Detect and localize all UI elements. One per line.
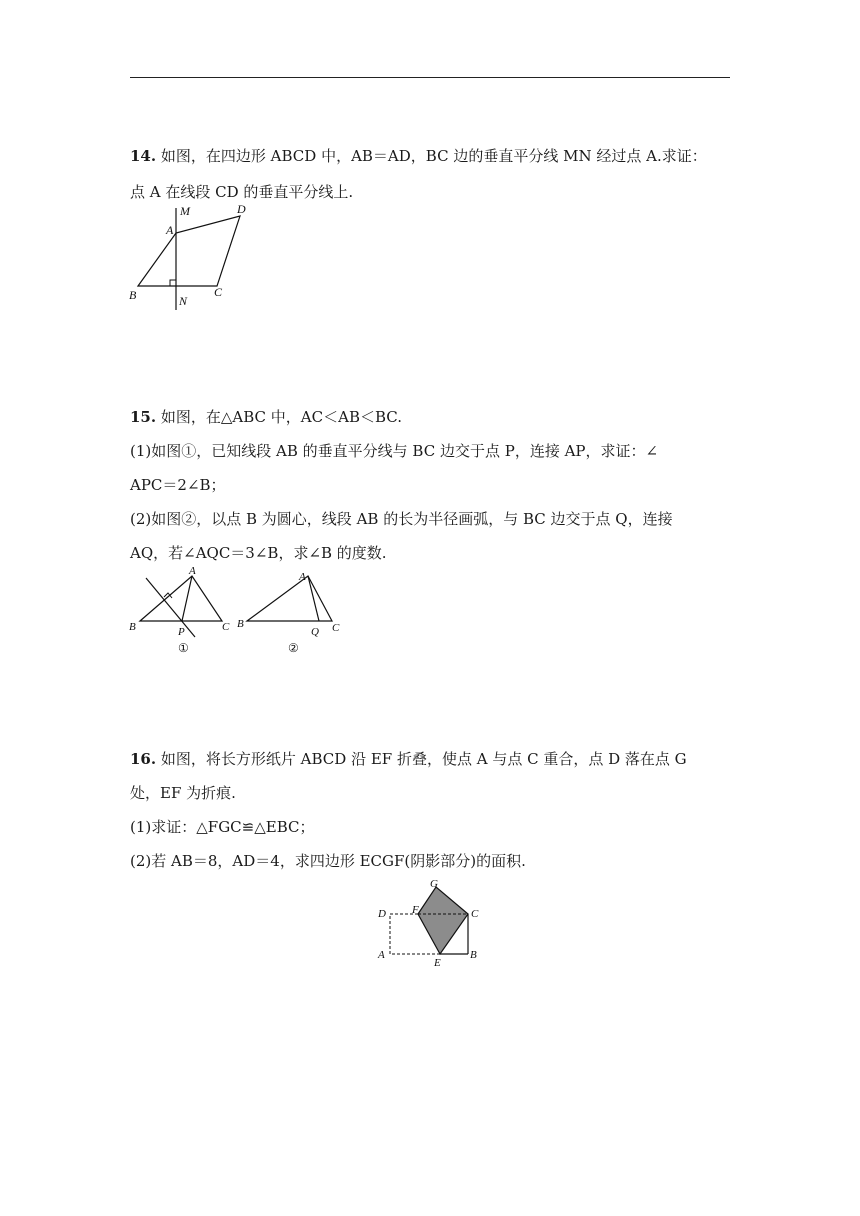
q16-label-e: E: [434, 957, 441, 969]
q15-number: 15.: [130, 408, 157, 426]
q15-line-3: APC＝2∠B；: [130, 476, 226, 494]
q16-figure: [372, 874, 492, 970]
q16-label-c: C: [471, 908, 479, 920]
header-rule: [130, 77, 730, 78]
q15-text-1: 如图，在△ABC 中，AC＜AB＜BC.: [160, 408, 402, 426]
q15-line-4: (2)如图②，以点 B 为圆心，线段 AB 的长为半径画弧，与 BC 边交于点 Q，连接: [130, 510, 673, 528]
q16-line-2: 处，EF 为折痕.: [130, 784, 236, 802]
q16-line-4: (2)若 AB＝8，AD＝4，求四边形 ECGF(阴影部分)的面积.: [130, 852, 526, 870]
q16-number: 16.: [130, 750, 157, 768]
q16-label-d: D: [378, 908, 386, 920]
q15-fig2-segment-aq: [308, 576, 319, 621]
q14-line-1: [130, 146, 730, 166]
q15-fig2-caption: ②: [288, 641, 299, 655]
q16-label-a: A: [378, 949, 385, 961]
q16-line-1: [130, 749, 730, 769]
q16-text-1: 如图，将长方形纸片 ABCD 沿 EF 折叠，使点 A 与点 C 重合，点 D 落在点 G: [160, 750, 687, 768]
q15-figure-2: [234, 564, 349, 656]
q15-fig1-caption: ①: [178, 641, 189, 655]
q15-fig1-label-b: B: [129, 621, 136, 633]
q14-right-angle-mark: [170, 280, 176, 286]
q16-label-g: G: [430, 878, 438, 890]
q14-number: 14.: [130, 147, 157, 165]
q16-label-b: B: [470, 949, 477, 961]
q16-line-3: (1)求证：△FGC≌△EBC；: [130, 818, 315, 836]
q16-shaded-quadrilateral-ecgf: [418, 887, 468, 954]
q16-label-f: F: [412, 904, 419, 916]
q15-fig1-triangle: [140, 576, 222, 621]
q15-fig1-label-p: P: [178, 626, 185, 638]
q14-label-b: B: [129, 288, 137, 302]
q14-quadrilateral: [138, 216, 240, 286]
q15-line-1: [130, 407, 730, 427]
q14-label-d: D: [237, 202, 246, 216]
q14-label-n: N: [179, 294, 188, 308]
q15-fig1-label-a: A: [189, 565, 196, 577]
q15-fig2-label-c: C: [332, 622, 340, 634]
q14-label-c: C: [214, 285, 223, 299]
q14-label-m: M: [180, 204, 190, 218]
q15-fig2-label-q: Q: [311, 626, 319, 638]
q14-figure: [124, 200, 264, 315]
q15-figure-1: [124, 564, 234, 656]
q14-line-2: 点 A 在线段 CD 的垂直平分线上.: [130, 183, 354, 201]
q15-fig1-label-c: C: [222, 621, 230, 633]
q15-fig1-perpendicular-bisector: [146, 578, 195, 637]
q15-fig2-label-a: A: [299, 571, 306, 583]
q15-fig2-label-b: B: [237, 618, 244, 630]
q15-line-2: (1)如图①，已知线段 AB 的垂直平分线与 BC 边交于点 P，连接 AP，求证：∠: [130, 442, 659, 460]
q15-fig2-triangle: [247, 576, 332, 621]
q14-label-a: A: [166, 223, 174, 237]
q15-line-5: AQ，若∠AQC＝3∠B，求∠B 的度数.: [130, 544, 387, 562]
q14-text-1: 如图，在四边形 ABCD 中，AB＝AD，BC 边的垂直平分线 MN 经过点 A.求证：: [160, 147, 707, 165]
